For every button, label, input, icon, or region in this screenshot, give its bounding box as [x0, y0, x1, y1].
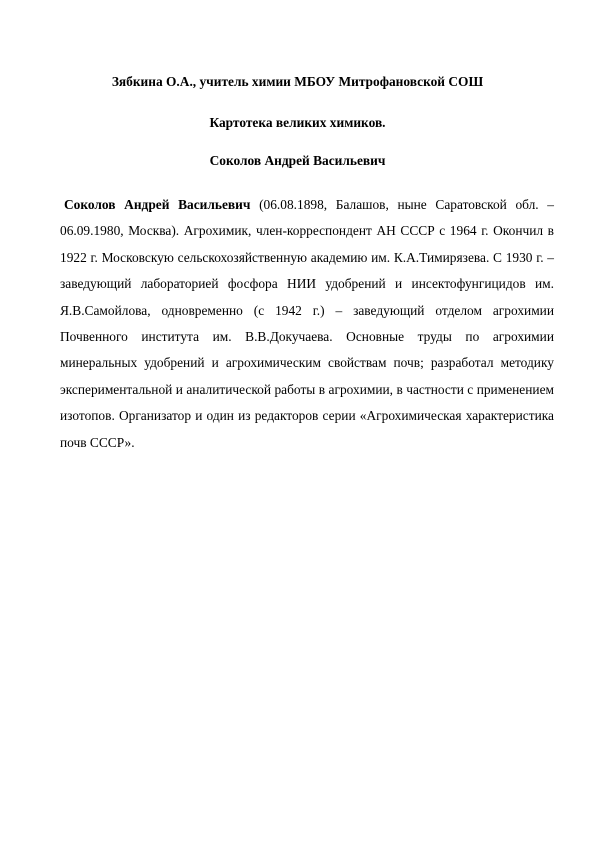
biography-text: (06.08.1898, Балашов, ныне Саратовской обл. – 06.09.1980, Москва). Агрохимик, член-корреспондент АН СССР с 1964 г. Окончил в 1922 г. Московскую сельскохозяйственную академию им. К.А.Тимирязева. С 1930 г. – заведующий лабораторией фосфора НИИ удобрений и инсектофунгицидов им. Я.В.Самойлова, одновременно (с 1942 г.) – заведующий отделом агрохимии Почвенного института им. В.В.Докучаева. Основные труды по агрохимии минеральных удобрений и агрохимическим свойствам почв; разработал методику экспериментальной и аналитической работы в агрохимии, в частности с применением изотопов. Организатор и один из редакторов серии «Агрохимическая характеристика почв СССР». [60, 197, 555, 450]
subject-name-heading: Соколов Андрей Васильевич [209, 153, 386, 168]
biography-lead-name: Соколов Андрей Васильевич [64, 197, 251, 212]
biography-paragraph [60, 192, 554, 456]
series-title: Картотека великих химиков. [209, 115, 386, 130]
author-line: Зябкина О.А., учитель химии МБОУ Митрофановской СОШ [111, 74, 484, 89]
